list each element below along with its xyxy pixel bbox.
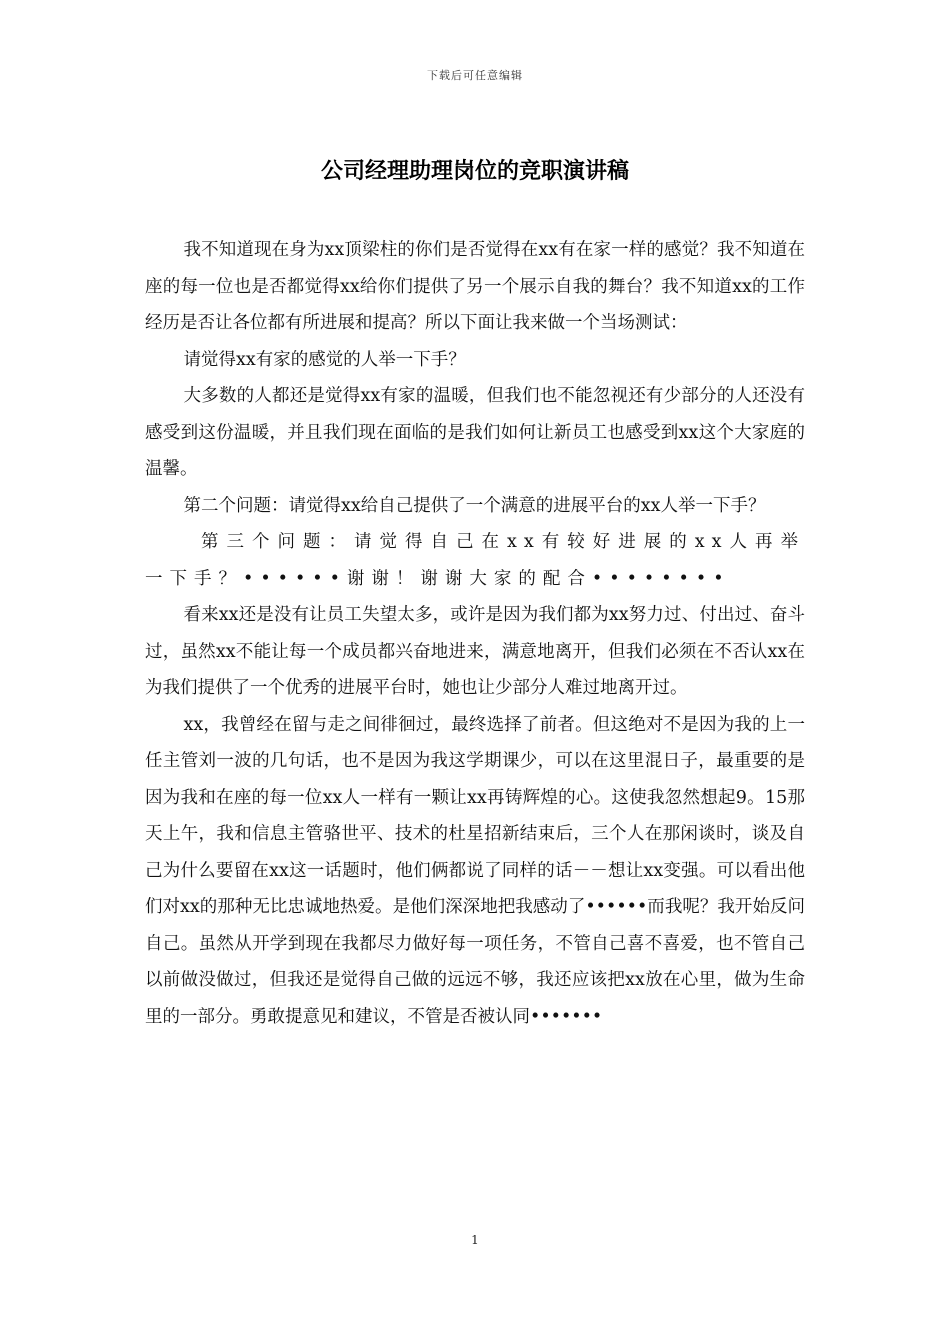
paragraph-intro: 我不知道现在身为xx顶梁柱的你们是否觉得在xx有在家一样的感觉？我不知道在座的每一位也是否都觉得xx给你们提供了另一个展示自我的舞台？我不知道xx的工作经历是否让各位都有所进展和提高？所以下面让我来做一个当场测试： [145, 240, 805, 333]
header-note: 下载后可任意编辑 [427, 69, 523, 82]
paragraph-question-one: 请觉得xx有家的感觉的人举一下手？ [183, 349, 466, 370]
document-title: 公司经理助理岗位的竞职演讲稿 [320, 158, 629, 184]
paragraph-personal-story: xx，我曾经在留与走之间徘徊过，最终选择了前者。但这绝对不是因为我的上一任主管刘一波的几句话，也不是因为我这学期课少，可以在这里混日子，最重要的是因为我和在座的每一位xx人一样有一颗让xx再铸辉煌的心。这使我忽然想起9。15那天上午，我和信息主管骆世平、技术的杜星招新结束后，三个人在那闲谈时，谈及自己为什么要留在xx这一话题时，他们俩都说了同样的话－－想让xx变强。可以看出他们对xx的那种无比忠诚地热爱。是他们深深地把我感动了••••••而我呢？我开始反问自己。虽然从开学到现在我都尽力做好每一项任务，不管自己喜不喜爱，也不管自己以前做没做过，但我还是觉得自己做的远远不够，我还应该把xx放在心里，做为生命里的一部分。勇敢提意见和建议，不管是否被认同••••••• [145, 714, 805, 1027]
paragraph-question-three: 第三个问题：请觉得自己在xx有较好进展的xx人再举一下手？••••••谢谢！谢谢大家的配合•••••••• [145, 532, 805, 589]
page-number: 1 [471, 1233, 479, 1247]
paragraph-reflection: 看来xx还是没有让员工失望太多，或许是因为我们都为xx努力过、付出过、奋斗过，虽然xx不能让每一个成员都兴奋地进来，满意地离开，但我们必须在不否认xx在为我们提供了一个优秀的进展平台时，她也让少部分人难过地离开过。 [145, 605, 805, 698]
document-body [145, 232, 805, 1035]
paragraph-response-one: 大多数的人都还是觉得xx有家的温暖，但我们也不能忽视还有少部分的人还没有感受到这份温暖，并且我们现在面临的是我们如何让新员工也感受到xx这个大家庭的温馨。 [145, 386, 805, 479]
paragraph-question-two: 第二个问题：请觉得xx给自己提供了一个满意的进展平台的xx人举一下手？ [183, 495, 766, 516]
